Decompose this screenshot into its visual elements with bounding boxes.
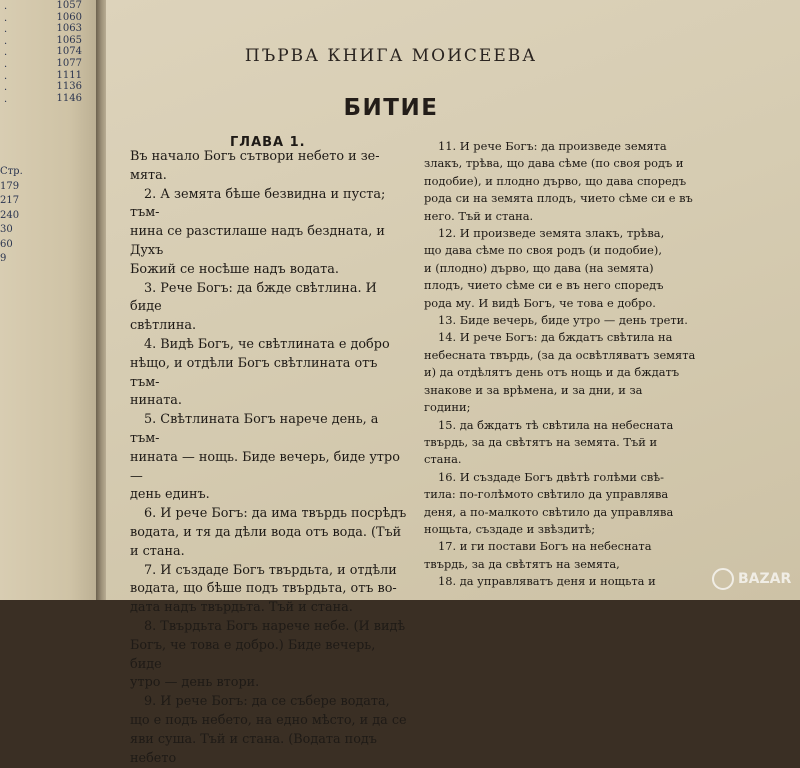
text-line: плодъ, чието сѣме си е въ него споредъ (424, 278, 664, 293)
text-line: свѣтлина. (130, 318, 197, 334)
text-line: 17. и ги постави Богъ на небесната (438, 539, 652, 554)
chapter-heading: ГЛАВА 1. (230, 135, 306, 150)
text-line: твърдь, за да свѣтятъ на земята, (424, 556, 620, 571)
book-page (106, 0, 800, 766)
text-line: що е подъ небето, на едно мѣсто, и да се (130, 712, 407, 728)
toc-number: 60 (0, 238, 13, 250)
text-line: подобие), и плодно дърво, що дава споредъ (424, 173, 687, 188)
toc-number: Стр. (0, 166, 23, 177)
toc-number: 179 (0, 180, 20, 192)
text-line: нината — нощь. Биде вечерь, биде утро — (130, 449, 400, 484)
text-line: рода си на земята плодъ, чието сѣме си е въ (424, 191, 693, 206)
text-line: що дава сѣме по своя родъ (и подобие), (424, 243, 662, 258)
watermark-logo (712, 564, 796, 594)
watermark-text: BAZAR (738, 571, 792, 587)
text-line: нина се разстилаше надъ бездната, и Духъ (130, 224, 385, 258)
text-line: 12. И произведе земята злакъ, трѣва, (438, 226, 665, 241)
toc-page-numbers-2 (0, 165, 23, 267)
left-text-column (130, 148, 410, 768)
text-line: 14. И рече Богъ: да бждатъ свѣтила на (438, 330, 673, 345)
text-line: тила: по-голѣмото свѣтило да управлява (424, 487, 669, 502)
text-line: години; (424, 400, 471, 415)
text-line: знакове и за врѣмена, и за дни, и за (424, 382, 643, 397)
toc-number: 1111 (56, 69, 82, 81)
text-line: яви суша. Тъй и стана. (Водата подъ небето (130, 731, 377, 766)
text-line: день единъ. (130, 487, 210, 503)
text-line: и стана. (130, 543, 185, 559)
text-line: 7. И създаде Богъ твърдьта, и отдѣли (144, 562, 397, 578)
toc-number: 1057 (56, 0, 82, 11)
text-line: 6. И рече Богъ: да има твърдь посрѣдъ (144, 506, 407, 522)
toc-number: 1146 (56, 92, 82, 104)
text-line: мята. (130, 167, 167, 183)
text-line: водата, и тя да дѣли вода отъ вода. (Тъй (130, 524, 402, 540)
text-line: небесната твърдь, (за да освѣтляватъ земята (424, 347, 696, 362)
text-line: нощьта, създаде и звѣздитѣ; (424, 521, 596, 536)
toc-number: 240 (0, 209, 20, 221)
text-line: твърдь, за да свѣтятъ на земята. Тъй и (424, 434, 658, 449)
toc-number: 1060 (56, 11, 82, 23)
book-title: ПЪРВА КНИГА МОИСЕЕВА (244, 46, 538, 66)
text-line: Въ начало Богъ сътвори небето и зе- (130, 149, 380, 164)
text-line: нѣщо, и отдѣли Богъ свѣтлината отъ тъм- (130, 355, 378, 390)
text-line: и (плодно) дърво, що дава (на земята) (424, 260, 654, 275)
text-line: рода му. И видѣ Богъ, че това е добро. (424, 295, 656, 310)
text-line: Богъ, че това е добро.) Биде вечерь, биде (130, 637, 376, 672)
text-line: 13. Биде вечерь, биде утро — день трети. (438, 313, 688, 328)
text-line: злакъ, трѣва, що дава сѣме (по своя родъ и (424, 156, 684, 171)
text-line: 16. И създаде Богъ двѣтѣ голѣми свѣ- (438, 469, 664, 484)
text-line: 4. Видѣ Богъ, че свѣтлината е добро (144, 336, 390, 352)
text-line: Божий се носѣше надъ водата. (130, 261, 339, 277)
text-line: нината. (130, 393, 182, 409)
text-line: 11. И рече Богъ: да произведе земята (438, 139, 667, 153)
toc-number: 1077 (56, 57, 82, 69)
text-line: и) да отдѣлятъ день отъ нощь и да бждатъ (424, 365, 680, 380)
toc-number: 1063 (56, 23, 82, 35)
toc-page-numbers (57, 0, 82, 104)
right-text-column (424, 138, 724, 591)
toc-number: 217 (0, 195, 20, 206)
toc-number: 1074 (56, 46, 82, 58)
watermark-circle-icon (712, 568, 734, 590)
text-line: стана. (424, 452, 462, 467)
previous-page (0, 0, 100, 600)
text-line: 15. да бждатъ тѣ свѣтила на небесната (438, 417, 674, 432)
text-line: 18. да управляватъ деня и нощьта и (438, 574, 656, 589)
toc-number: 30 (0, 224, 13, 235)
text-line: 5. Свѣтлината Богъ нарече день, а тъм- (130, 412, 379, 446)
text-line: утро — день втори. (130, 675, 260, 691)
toc-number: 1065 (56, 34, 82, 46)
text-line: 8. Твърдьта Богъ нарече небе. (И видѣ (144, 618, 406, 634)
toc-dots: · · · · · · · · · (4, 4, 8, 108)
text-line: 3. Рече Богъ: да бжде свѣтлина. И биде (130, 280, 377, 315)
text-line: дата надъ твърдьта. Тъй и стана. (130, 600, 353, 616)
text-line: него. Тъй и стана. (424, 208, 534, 223)
text-line: водата, що бѣше подъ твърдьта, отъ во- (130, 581, 397, 597)
book-name-heading: БИТИЕ (343, 95, 439, 121)
text-line: деня, а по-малкото свѣтило да управлява (424, 504, 674, 519)
toc-number: 9 (0, 253, 7, 264)
text-line: 2. А земята бѣше безвидна и пуста; тъм- (130, 186, 386, 221)
toc-number: 1136 (56, 81, 82, 93)
text-line: 9. И рече Богъ: да се събере водата, (144, 694, 390, 710)
